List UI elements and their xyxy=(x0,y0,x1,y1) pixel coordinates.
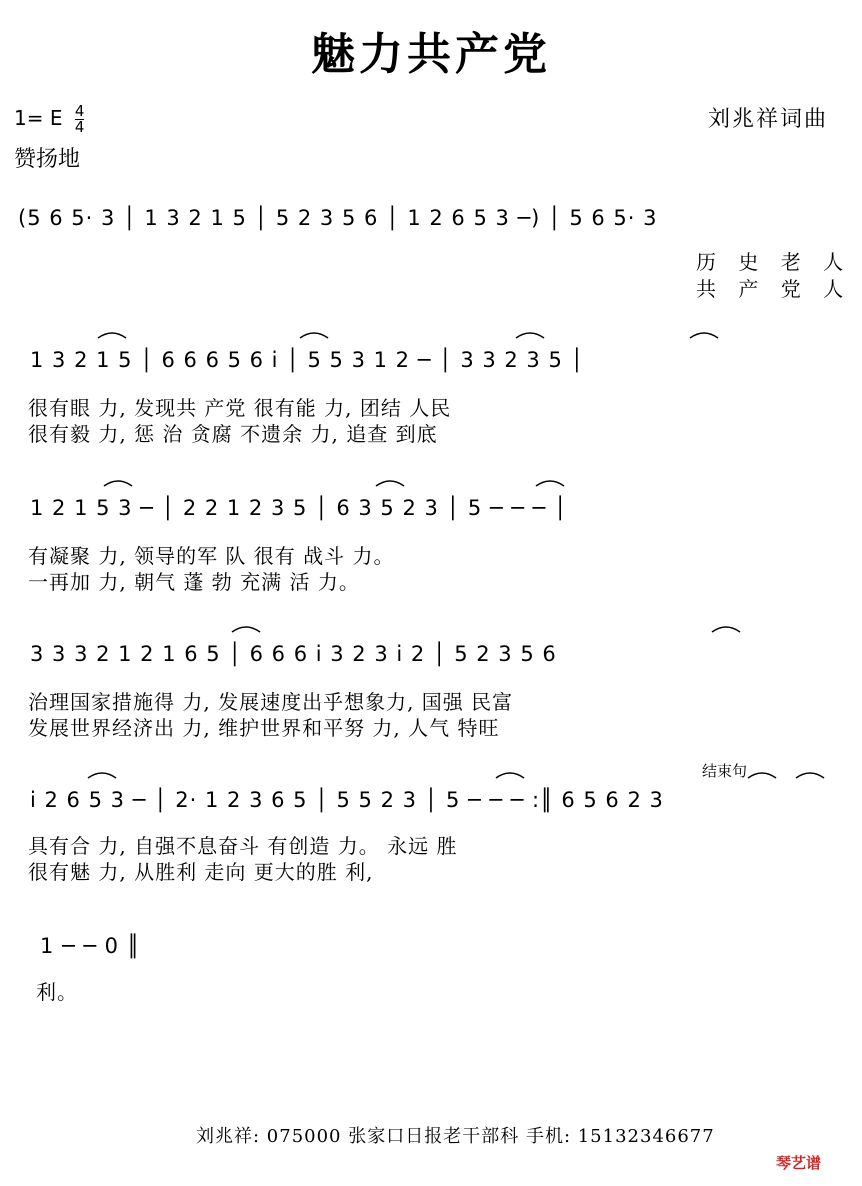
lyric-line2-verse2: 很有毅 力, 惩 治 贪腐 不遗余 力, 追查 到底 xyxy=(28,422,438,446)
key-label: 1= E xyxy=(14,106,63,130)
lyric-line5-verse2: 很有魅 力, 从胜利 走向 更大的胜 利, xyxy=(28,860,374,884)
staff-line-3: 1 2 1 5 3 ─ │ 2 2 1 2 3 5 │ 6 3 5 2 3 │ 5 ─ ─ ─ │ xyxy=(30,496,568,520)
ending-label: 结束句 xyxy=(702,762,748,780)
lyric-line3-verse2: 一再加 力, 朝气 蓬 勃 充满 活 力。 xyxy=(28,570,360,594)
author-credit: 刘兆祥词曲 xyxy=(708,107,829,132)
time-sig-top: 4 xyxy=(74,102,85,120)
staff-line-6: 1 ─ ─ 0 ║ xyxy=(40,934,141,958)
footer-contact: 刘兆祥: 075000 张家口日报老干部科 手机: 15132346677 xyxy=(196,1126,715,1147)
lyric-line2-verse1: 很有眼 力, 发现共 产党 很有能 力, 团结 人民 xyxy=(28,396,452,420)
lyric-line4-verse1: 治理国家措施得 力, 发展速度出乎想象力, 国强 民富 xyxy=(28,690,514,714)
lyric-line4-verse2: 发展世界经济出 力, 维护世界和平努 力, 人气 特旺 xyxy=(28,716,500,740)
staff-line-5: i 2 6 5 3 ─ │ 2· 1 2 3 6 5 │ 5 5 2 3 │ 5 ─ ─ ─ :║ 6 5 6 2 3 xyxy=(30,788,664,812)
lyric-line6-verse1: 利。 xyxy=(36,980,78,1004)
staff-line-1: (5 6 5· 3 │ 1 3 2 1 5 │ 5 2 3 5 6 │ 1 2 6 5 3 ─) │ 5 6 5· 3 xyxy=(18,206,658,230)
lyric-line3-verse1: 有凝聚 力, 领导的军 队 很有 战斗 力。 xyxy=(28,544,395,568)
time-sig-bottom: 4 xyxy=(74,118,85,136)
lyric-line1-verse2: 共 产 党 人 xyxy=(696,277,852,301)
lyric-line5-verse1: 具有合 力, 自强不息奋斗 有创造 力。 永远 胜 xyxy=(28,834,458,858)
staff-line-4: 3 3 3 2 1 2 1 6 5 │ 6 6 6 i 3 2 3 i 2 │ 5 2 3 5 6 xyxy=(30,642,557,666)
staff-line-2: 1 3 2 1 5 │ 6 6 6 5 6 i │ 5 5 3 1 2 ─ │ 3 3 2 3 5 │ xyxy=(30,348,585,372)
song-title: 魅力共产党 xyxy=(311,29,551,80)
lyric-line1-verse1: 历 史 老 人 xyxy=(696,250,852,274)
site-logo: 琴艺谱 xyxy=(776,1154,822,1172)
tempo-marking: 赞扬地 xyxy=(14,147,81,172)
